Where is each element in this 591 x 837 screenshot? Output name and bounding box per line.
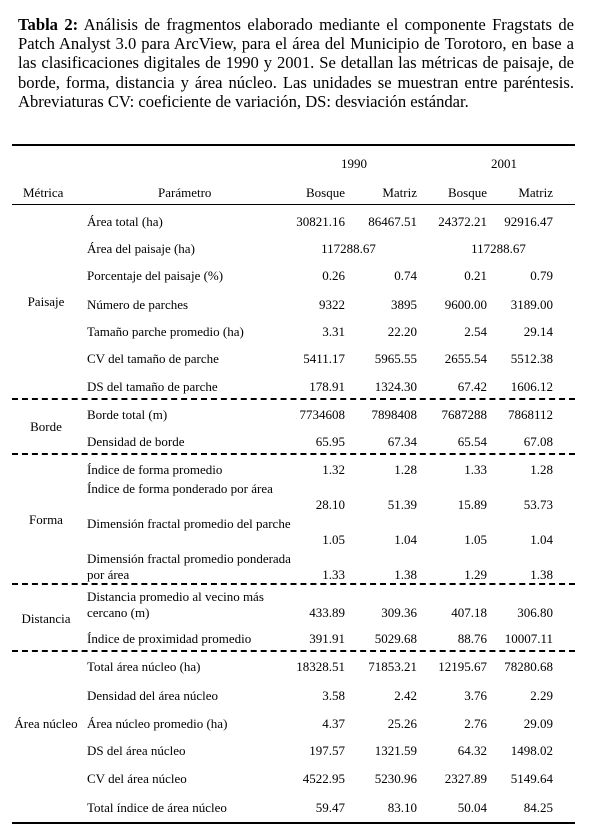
parameter-label: CV del área núcleo [87, 771, 187, 786]
table-cell: 1606.12 [510, 379, 553, 394]
table-cell: 5411.17 [303, 351, 345, 366]
parameter-label: Área núcleo promedio (ha) [87, 716, 228, 731]
table-cell: 29.09 [523, 716, 553, 731]
table-cell: 51.39 [387, 497, 417, 512]
table-cell: 22.20 [387, 324, 417, 339]
table-cell: 2.54 [464, 324, 487, 339]
table-cell: 1.04 [394, 532, 417, 547]
table-cell: 306.80 [517, 605, 553, 620]
table-cell: 12195.67 [438, 659, 487, 674]
header-metric: Métrica [23, 185, 64, 200]
table-cell: 5149.64 [510, 771, 553, 786]
table-cell: 391.91 [309, 631, 345, 646]
group-divider [12, 650, 575, 652]
table-cell: 71853.21 [368, 659, 417, 674]
table-cell: 5512.38 [510, 351, 553, 366]
parameter-label: DS del área núcleo [87, 743, 186, 758]
table-cell: 1321.59 [374, 743, 417, 758]
header-bosque-2001: Bosque [448, 185, 487, 200]
parameter-label: Tamaño parche promedio (ha) [87, 324, 244, 339]
table-cell: 84.25 [523, 800, 553, 815]
table-cell: 67.08 [523, 434, 553, 449]
table-cell: 25.26 [387, 716, 417, 731]
table-cell: 64.32 [457, 743, 487, 758]
merged-value-1990: 117288.67 [321, 241, 376, 256]
table-cell: 5029.68 [374, 631, 417, 646]
table-cell: 86467.51 [368, 214, 417, 229]
table-cell: 3895 [391, 297, 417, 312]
parameter-label: Índice de proximidad promedio [87, 631, 252, 646]
table-cell: 15.89 [457, 497, 487, 512]
group-divider [12, 583, 575, 585]
table-cell: 29.14 [523, 324, 553, 339]
parameter-label: Índice de forma promedio [87, 462, 223, 477]
header-matriz-1990: Matriz [382, 185, 417, 200]
group-divider [12, 453, 575, 455]
table-cell: 0.79 [530, 268, 553, 283]
table-cell: 92916.47 [504, 214, 553, 229]
table-cell: 28.10 [315, 497, 345, 512]
metric-paisaje: Paisaje [27, 294, 65, 309]
table-cell: 309.36 [381, 605, 417, 620]
table-cell: 1.04 [530, 532, 553, 547]
year-1990: 1990 [341, 156, 367, 171]
parameter-label: DS del tamaño de parche [87, 379, 218, 394]
parameter-label: Dimensión fractal promedio ponderada por área [87, 551, 291, 582]
header-bosque-1990: Bosque [306, 185, 345, 200]
table-bottom-rule [12, 822, 575, 824]
table-cell: 2327.89 [444, 771, 487, 786]
table-cell: 83.10 [387, 800, 417, 815]
caption-label: Tabla 2: [18, 15, 79, 34]
parameter-label: Total área núcleo (ha) [87, 659, 201, 674]
table-cell: 4522.95 [302, 771, 345, 786]
header-matriz-2001: Matriz [518, 185, 553, 200]
table-cell: 178.91 [309, 379, 345, 394]
table-cell: 7687288 [441, 407, 487, 422]
parameter-label: Área total (ha) [87, 214, 163, 229]
table-cell: 3189.00 [510, 297, 553, 312]
table-caption [18, 15, 574, 111]
table-cell: 50.04 [457, 800, 487, 815]
table-cell: 3.31 [322, 324, 345, 339]
table-cell: 1.29 [464, 567, 487, 582]
table-cell: 10007.11 [504, 631, 553, 646]
table-cell: 5965.55 [374, 351, 417, 366]
header-parameter: Parámetro [158, 185, 212, 200]
table-cell: 9600.00 [444, 297, 487, 312]
parameter-label: Total índice de área núcleo [87, 800, 227, 815]
table-cell: 1.28 [394, 462, 417, 477]
caption-text: Análisis de fragmentos elaborado mediante el componente Fragstats de Patch Analyst 3.0 para ArcView, para el área del Municipio de Torotoro, en base a las clasificaciones digitales de 1990 y 2001. Se detallan las métricas de paisaje, de borde, forma, distancia y área núcleo. Las unidades se muestran entre paréntesis. Abreviaturas CV: coeficiente de variación, DS: desviación estándar. [18, 15, 574, 111]
table-cell: 2655.54 [444, 351, 487, 366]
metric-distancia: Distancia [21, 611, 71, 626]
header-bottom-rule [12, 204, 575, 205]
table-top-rule [12, 144, 575, 146]
table-cell: 2.42 [394, 688, 417, 703]
table-cell: 7868112 [507, 407, 553, 422]
table-cell: 1498.02 [510, 743, 553, 758]
table-cell: 1.05 [464, 532, 487, 547]
table-cell: 1324.30 [374, 379, 417, 394]
table-cell: 1.33 [464, 462, 487, 477]
table-cell: 2.76 [464, 716, 487, 731]
table-cell: 2.29 [530, 688, 553, 703]
table-cell: 0.21 [464, 268, 487, 283]
table-cell: 0.74 [394, 268, 417, 283]
table-cell: 4.37 [322, 716, 345, 731]
group-divider [12, 398, 575, 400]
table-cell: 67.34 [387, 434, 417, 449]
metric-forma: Forma [29, 512, 63, 527]
parameter-label: Densidad de borde [87, 434, 185, 449]
table-cell: 7898408 [371, 407, 417, 422]
table-cell: 1.32 [322, 462, 345, 477]
table-cell: 3.58 [322, 688, 345, 703]
table-cell: 65.54 [457, 434, 487, 449]
year-2001: 2001 [491, 156, 517, 171]
table-cell: 59.47 [315, 800, 345, 815]
table-cell: 67.42 [457, 379, 487, 394]
metric-borde: Borde [30, 419, 62, 434]
parameter-label: Área del paisaje (ha) [87, 241, 195, 256]
table-cell: 30821.16 [296, 214, 345, 229]
parameter-label: Distancia promedio al vecino más cercano (m) [87, 589, 264, 620]
table-cell: 9322 [319, 297, 345, 312]
table-cell: 65.95 [315, 434, 345, 449]
table-cell: 24372.21 [438, 214, 487, 229]
table-cell: 7734608 [299, 407, 345, 422]
parameter-label: CV del tamaño de parche [87, 351, 219, 366]
table-cell: 3.76 [464, 688, 487, 703]
parameter-label: Índice de forma ponderado por área [87, 481, 273, 496]
parameter-label: Porcentaje del paisaje (%) [87, 268, 224, 283]
table-cell: 5230.96 [374, 771, 417, 786]
table-cell: 1.05 [322, 532, 345, 547]
table-cell: 78280.68 [504, 659, 553, 674]
table-cell: 0.26 [322, 268, 345, 283]
parameter-label: Número de parches [87, 297, 189, 312]
parameter-label: Borde total (m) [87, 407, 168, 422]
table-cell: 433.89 [309, 605, 345, 620]
table-cell: 1.28 [530, 462, 553, 477]
table-cell: 18328.51 [296, 659, 345, 674]
table-cell: 1.33 [322, 567, 345, 582]
parameter-label: Densidad del área núcleo [87, 688, 219, 703]
metric-área-núcleo: Área núcleo [14, 716, 78, 731]
table-cell: 88.76 [457, 631, 487, 646]
table-cell: 407.18 [451, 605, 487, 620]
table-cell: 1.38 [530, 567, 553, 582]
table-cell: 197.57 [309, 743, 345, 758]
table-cell: 1.38 [394, 567, 417, 582]
table-cell: 53.73 [523, 497, 553, 512]
parameter-label: Dimensión fractal promedio del parche [87, 516, 291, 531]
merged-value-2001: 117288.67 [471, 241, 526, 256]
